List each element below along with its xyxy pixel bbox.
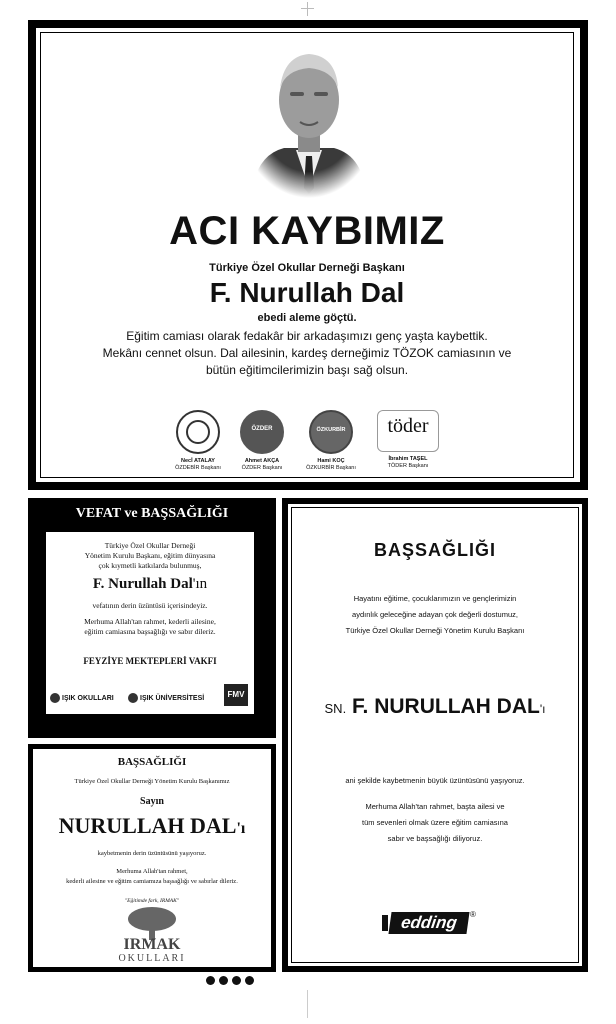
dot-icon [232,976,241,985]
body-line: kaybetmenin derin üzüntüsünü yaşıyoruz. [97,850,207,857]
registered-mark: ® [470,910,476,919]
name-text: NURULLAH DAL [58,813,237,838]
signatory [291,410,371,470]
name-text: F. NURULLAH DAL [352,695,540,718]
salutation: Sayın [140,796,164,807]
intro-line: çok kıymetli katkılarda bulunmuş, [98,561,202,570]
signatory-role: ÖZDEBİR Başkanı [175,465,221,471]
logo-label: IŞIK OKULLARI [62,694,114,702]
body-line: eğitim camiasına başsağlığı ve sabır dileriz. [84,627,216,636]
portrait-photo [244,38,374,198]
name-text: F. Nurullah Dal [92,576,193,592]
body-line: Merhuma Allah'tan rahmet, kederli ailesine, [84,617,216,626]
deceased-name [288,694,582,722]
motto: "Eğitimde fark, IRMAK" [124,898,180,904]
body-line: kederli ailesine ve eğitim camiamıza başsağlığı ve sabırlar dileriz. [66,878,238,885]
logo-label: IŞIK ÜNİVERSİTESİ [140,694,205,702]
tree-logo-icon [126,906,178,940]
signatory-name: İbrahim TAŞEL [388,456,428,462]
dot-icon [245,976,254,985]
logo-name: IRMAK [123,936,181,953]
message-line: Mekânı cennet olsun. Dal ailesinin, kardeş derneğimiz TÖZOK camiasının ve [102,346,512,360]
edding-brand-icon [382,915,388,931]
org-line: Türkiye Özel Okullar Derneği Başkanı [209,262,405,274]
crop-mark [301,8,314,9]
notice-title: BAŞSAĞLIĞI [373,540,496,560]
body-line: tüm sevenleri olmak üzere eğitim camiasına [362,818,508,827]
signatory [368,410,448,470]
brand-text: edding [388,912,469,934]
signatory-role: TÖDER Başkanı [387,463,429,469]
signatory-name: Necİ ATALAY [181,458,215,464]
toder-logo-icon [377,410,439,452]
passed-line: ebedi aleme göçtü. [257,312,357,324]
fmv-logo-icon [224,684,248,706]
isik-logo-icon [128,693,138,703]
deceased-name: F. Nurullah Dal [209,277,405,308]
signatory-role: ÖZKURBİR Başkanı [306,465,356,471]
signature: FEYZİYE MEKTEPLERİ VAKFI [83,656,217,666]
crop-mark [307,990,308,1018]
body-line: Merhuma Allah'tan rahmet, [116,868,188,875]
ozkurbir-logo-icon [309,410,353,454]
name-suffix: 'ı [539,702,546,716]
dot-icon [206,976,215,985]
body-line: Merhuma Allah'tan rahmet, başta ailesi ve [365,802,505,811]
intro-line: Türkiye Özel Okullar Derneği Yönetim Kurulu Başkanı [345,626,525,635]
message-line: Eğitim camiası olarak fedakâr bir arkadaşımızı genç yaşta kaybettik. [126,329,488,343]
name-prefix: SN. [324,701,347,716]
deceased-name [32,812,272,843]
intro-line: Türkiye Özel Okullar Derneği [104,541,196,550]
intro-line: Türkiye Özel Okullar Derneği Yönetim Kurulu Başkanımız [74,778,230,785]
vefat-header: VEFAT ve BAŞSAĞLIĞI [75,506,229,521]
logo-text: töder [387,415,429,437]
emblem-seal-icon [176,410,220,454]
dot-icon [219,976,228,985]
edding-notice-rule [291,507,579,963]
name-suffix: 'ın [192,576,208,592]
logo-text: ÖZKURBİR [316,427,346,433]
intro-line: aydınlık geleceğine adayan çok değerli dostumuz, [352,610,518,619]
isik-okullari-logo [50,690,130,706]
body-line: vefatının derin üzüntüsü içerisindeyiz. [92,601,208,610]
isik-logo-icon [50,693,60,703]
logo-text: ÖZDER [251,426,273,432]
message-line: bütün eğitimcilerimizin başı sağ olsun. [205,363,409,377]
notice-title: BAŞSAĞLIĞI [117,756,187,768]
name-suffix: 'ı [236,820,246,837]
logo-label: FMV [227,690,245,699]
page-dots [206,976,258,986]
intro-line: Hayatını eğitime, çocuklarımızın ve gençlerimizin [353,594,517,603]
logo-subname: OKULLARI [118,953,186,964]
signatory-name: Ahmet AKÇA [244,458,280,464]
signatory [222,410,302,470]
crop-mark [307,2,308,16]
intro-line: Yönetim Kurulu Başkanı, eğitim dünyasına [84,551,216,560]
ozder-logo-icon [240,410,284,454]
signatory-name: Hami KOÇ [317,458,345,464]
body-line: sabır ve başsağlığı diliyoruz. [387,834,483,843]
edding-logo [382,912,482,934]
body-line: ani şekilde kaybetmenin büyük üzüntüsünü yaşıyoruz. [345,776,525,785]
isik-universitesi-logo [128,690,218,706]
signatory-role: ÖZDER Başkanı [241,465,283,471]
deceased-name [46,576,254,593]
notice-title: ACI KAYBIMIZ [169,209,445,253]
